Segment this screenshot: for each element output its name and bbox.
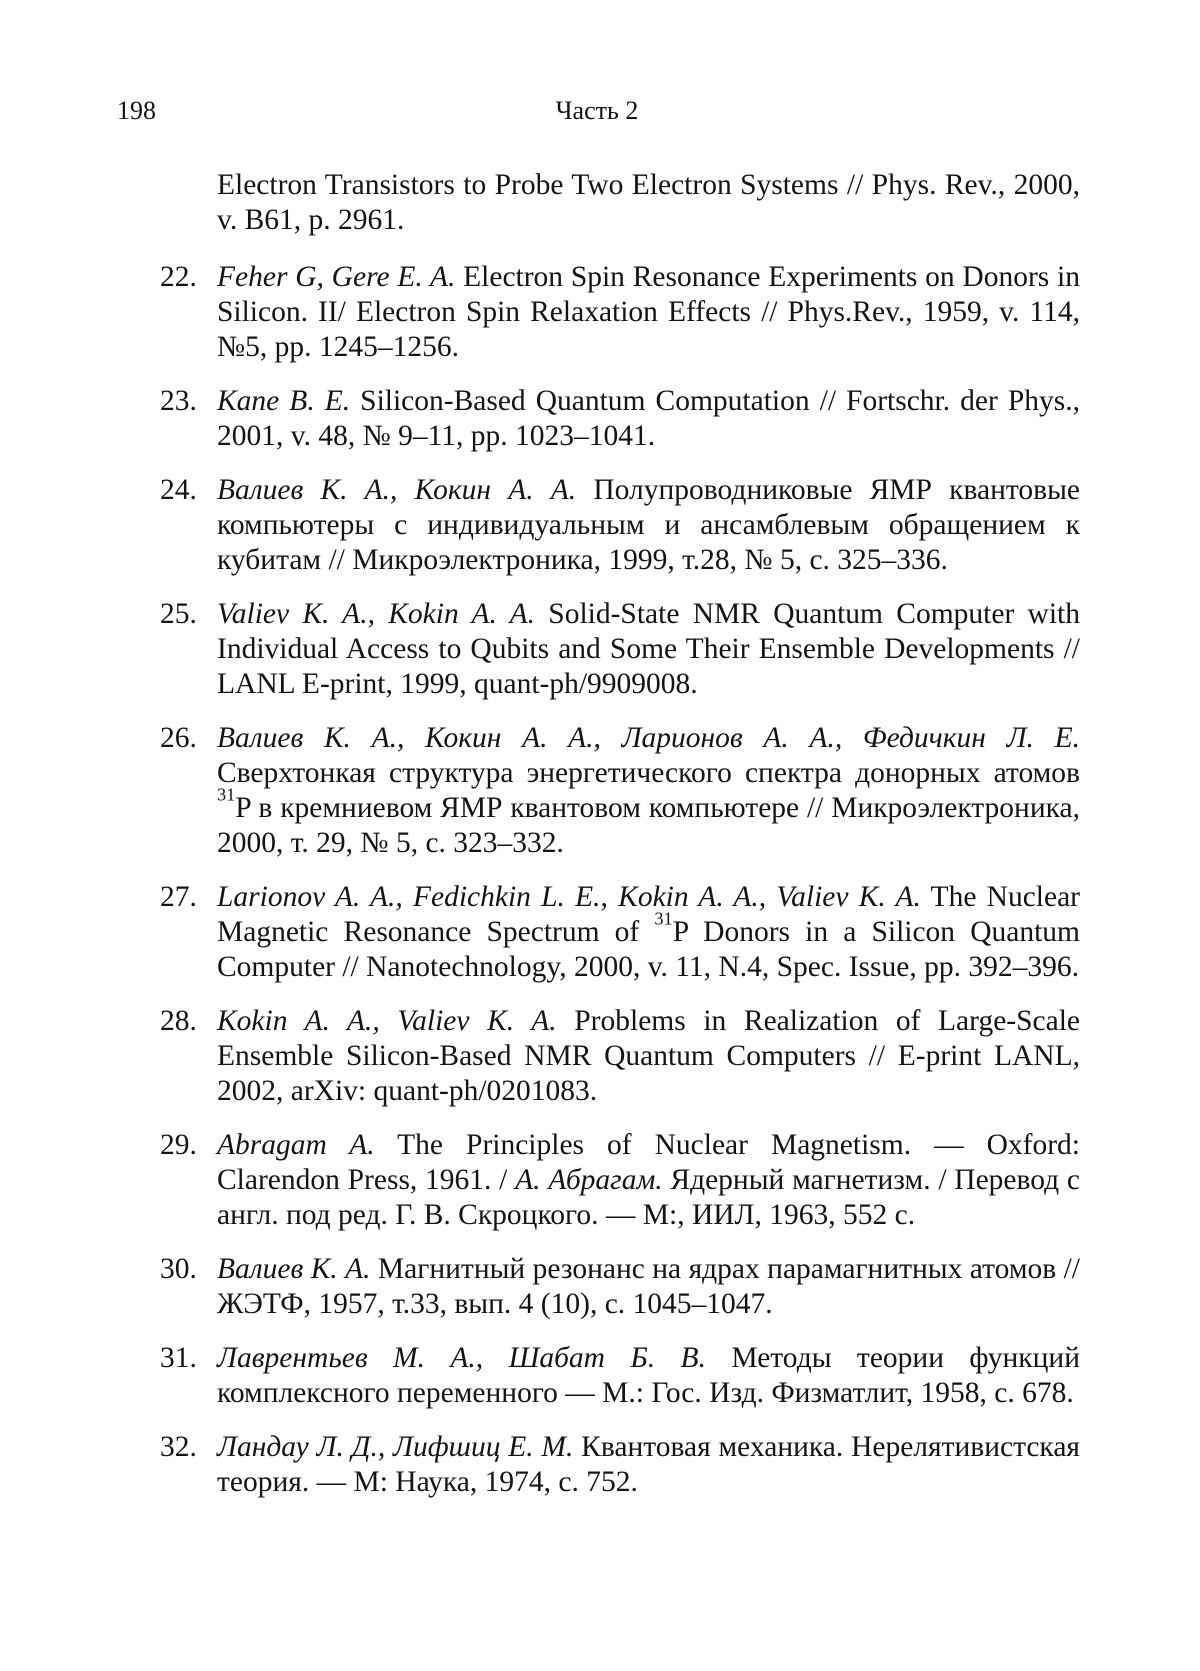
reference-number: 30.	[160, 1253, 197, 1285]
isotope-superscript: 31	[217, 784, 236, 805]
reference-authors: Kane B. E.	[217, 385, 351, 417]
reference-text: Problems in Realization of Large-Scale Ensemble Silicon-Based NMR Quantum Computers // E-print LANL, 2002, arXiv: quant-ph/0201083.	[217, 1005, 1080, 1107]
reference-text: Квантовая механика. Нерелятивистская теория. — М: Наука, 1974, с. 752.	[217, 1431, 1080, 1498]
reference-text: The Principles of Nuclear Magnetism. — Oxford: Clarendon Press, 1961. /	[217, 1129, 1080, 1196]
reference-authors: Larionov A. A., Fedichkin L. E., Kokin A. A., Valiev K. A.	[217, 881, 921, 913]
reference-continuation	[160, 168, 1080, 238]
reference-number: 28.	[160, 1005, 197, 1037]
reference-translation-authors: А. Абрагам.	[515, 1164, 663, 1196]
reference-text: Ядерный магнетизм. / Перевод с англ. под ред. Г. В. Скроцкого. — М:, ИИЛ, 1963, 552 с.	[217, 1164, 1081, 1231]
reference-authors: Лаврентьев М. А., Шабат Б. В.	[217, 1342, 706, 1374]
reference-item-27	[160, 880, 1080, 985]
reference-item-25	[160, 597, 1080, 702]
page-number: 198	[117, 96, 156, 125]
reference-authors: Kokin A. A., Valiev K. A.	[217, 1005, 557, 1037]
running-head: Часть 2	[555, 96, 639, 125]
isotope-superscript: 31	[654, 908, 673, 929]
reference-authors: Abragam A.	[217, 1129, 375, 1161]
reference-number: 27.	[160, 881, 197, 913]
reference-number: 23.	[160, 385, 197, 417]
reference-authors: Валиев К. А., Кокин А. А., Ларионов А. А., Федичкин Л. Е.	[217, 722, 1080, 754]
reference-item-32	[160, 1430, 1080, 1500]
reference-number: 26.	[160, 722, 197, 754]
reference-authors: Valiev K. A., Kokin A. A.	[217, 598, 536, 630]
reference-text: Electron Transistors to Probe Two Electron Systems // Phys. Rev., 2000, v. B61, p. 2961.	[217, 169, 1080, 236]
reference-item-24	[160, 473, 1080, 578]
reference-item-30	[160, 1252, 1080, 1322]
reference-text: The Nuclear Magnetic Resonance Spectrum of	[217, 881, 1081, 948]
reference-text: Методы теории функций комплексного переменного — М.: Гос. Изд. Физматлит, 1958, с. 678.	[217, 1342, 1080, 1409]
reference-text: Solid-State NMR Quantum Computer with Individual Access to Qubits and Some Their Ensemble Developments // LANL E-print, 1999, quant-ph/9909008.	[217, 598, 1081, 700]
reference-authors: Ландау Л. Д., Лифшиц Е. М.	[217, 1431, 574, 1463]
reference-text: Магнитный резонанс на ядрах парамагнитных атомов // ЖЭТФ, 1957, т.33, вып. 4 (10), с. 1045–1047.	[217, 1253, 1080, 1320]
reference-item-31	[160, 1341, 1080, 1411]
reference-text: Полупроводниковые ЯМР квантовые компьютеры с индивидуальным и ансамблевым обращением к кубитам // Микроэлектроника, 1999, т.28, № 5, с. 325–336.	[217, 474, 1080, 576]
reference-text: P в кремниевом ЯМР квантовом компьютере // Микроэлектроника, 2000, т. 29, № 5, с. 323–332.	[217, 792, 1080, 859]
reference-number: 32.	[160, 1431, 197, 1463]
reference-authors: Feher G, Gere E. A.	[217, 261, 456, 293]
reference-item-22	[160, 260, 1080, 365]
reference-list	[160, 168, 1080, 1519]
reference-text: Silicon-Based Quantum Computation // Fortschr. der Phys., 2001, v. 48, № 9–11, pp. 1023–1041.	[217, 385, 1080, 452]
reference-number: 29.	[160, 1129, 197, 1161]
reference-number: 31.	[160, 1342, 197, 1374]
reference-item-23	[160, 384, 1080, 454]
reference-authors: Валиев К. А., Кокин А. А.	[217, 474, 577, 506]
reference-text: P Donors in a Silicon Quantum Computer // Nanotechnology, 2000, v. 11, N.4, Spec. Issue, pp. 392–396.	[217, 916, 1080, 983]
reference-number: 24.	[160, 474, 197, 506]
page-header	[117, 96, 1077, 136]
reference-text: Electron Spin Resonance Experiments on Donors in Silicon. II/ Electron Spin Relaxation Effects // Phys.Rev., 1959, v. 114, №5, pp. 1245–1256.	[217, 261, 1080, 363]
reference-text: Сверхтонкая структура энергетического спектра донорных атомов	[217, 757, 1080, 789]
reference-item-26	[160, 721, 1080, 861]
reference-number: 22.	[160, 261, 197, 293]
reference-item-29	[160, 1128, 1080, 1233]
reference-item-28	[160, 1004, 1080, 1109]
reference-number: 25.	[160, 598, 197, 630]
reference-authors: Валиев К. А.	[217, 1253, 371, 1285]
